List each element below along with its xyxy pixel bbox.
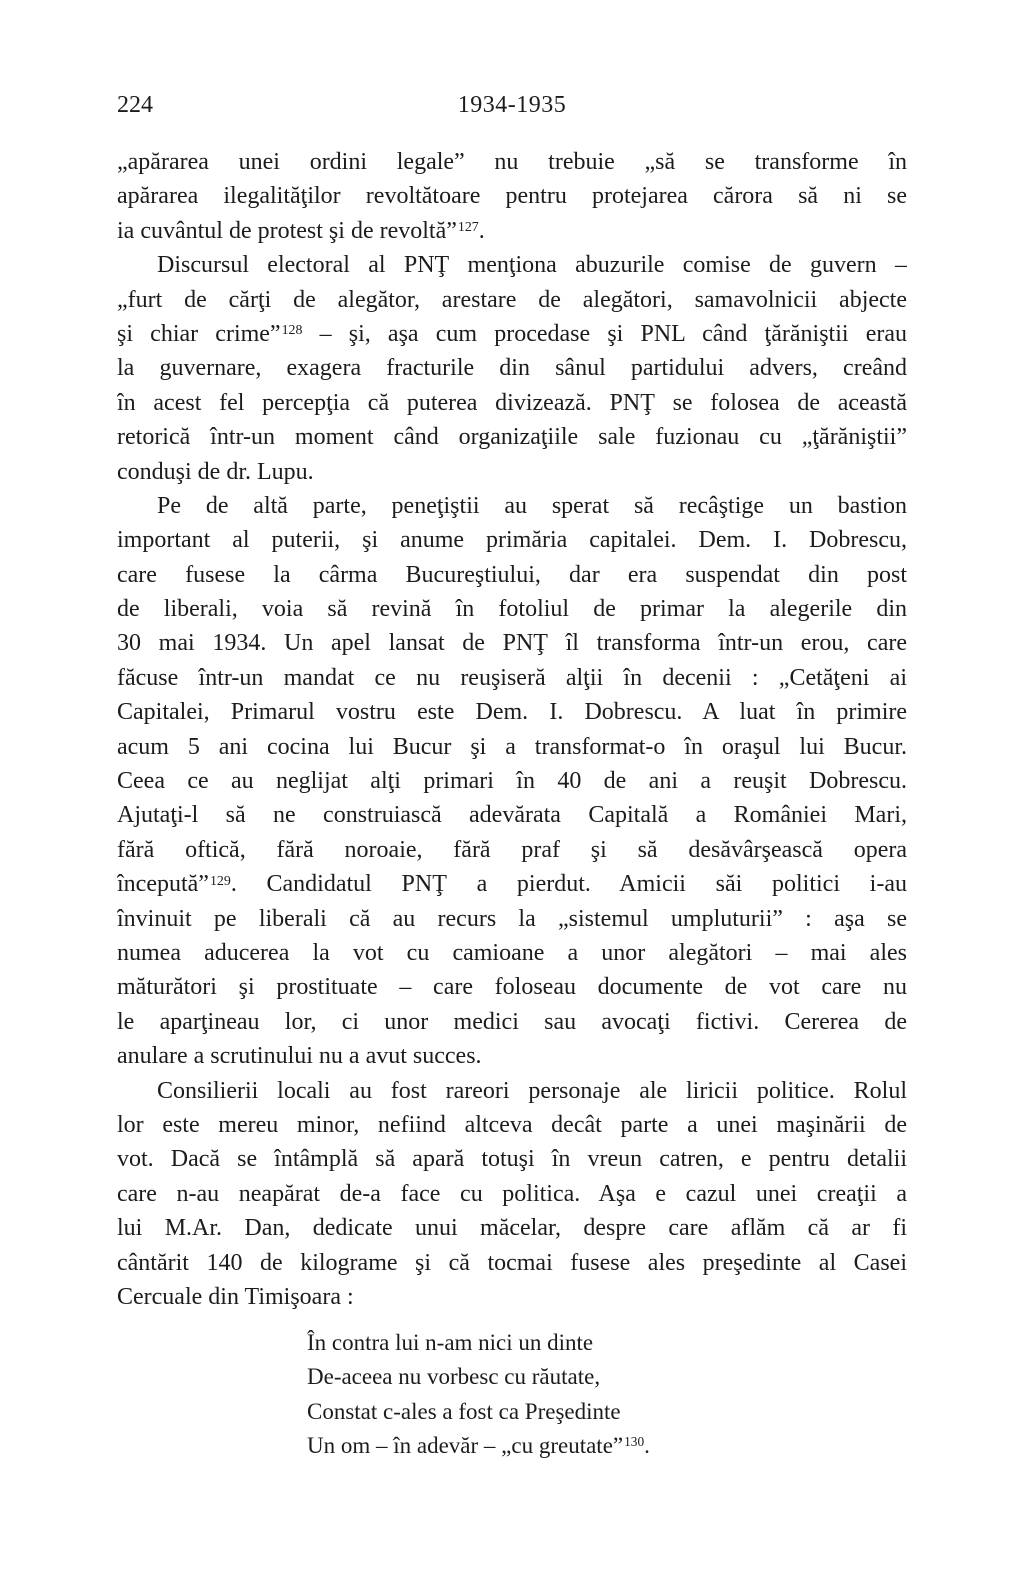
text-line: lor este mereu minor, nefiind altceva decât parte a unei maşinării de (117, 1111, 907, 1138)
verse-line: În contra lui n-am nici un dinte (307, 1330, 594, 1356)
paragraph-consilierii (117, 1074, 907, 1315)
text-line: „apărarea unei ordini legale” nu trebuie „să se transforme în (117, 149, 907, 175)
footnote-ref: 130 (624, 1434, 645, 1450)
text-line: Capitalei, Primarul vostru este Dem. I. Dobrescu. A luat în primire (117, 699, 907, 726)
paragraph-dobrescu (117, 489, 907, 1074)
text-line: Cercuale din Timişoara : (117, 1283, 354, 1310)
footnote-ref: 129 (209, 873, 231, 889)
verse-line: De-aceea nu vorbesc cu răutate, (307, 1364, 601, 1390)
text-line: Discursul electoral al PNŢ menţiona abuzurile comise de guvern – (157, 252, 907, 279)
running-title: 1934-1935 (457, 92, 567, 118)
text-line: în acest fel percepţia că puterea divizează. PNŢ se folosea de această (117, 389, 907, 416)
text-line: 30 mai 1934. Un apel lansat de PNŢ îl transforma într-un erou, care (117, 630, 907, 657)
text-line: măturători şi prostituate – care foloseau documente de vot care nu (117, 974, 907, 1001)
text-line: Pe de altă parte, peneţiştii au sperat să recâştige un bastion (157, 492, 907, 519)
text-line: vot. Dacă se întâmplă să apară totuşi în vreun catren, e pentru detalii (117, 1146, 907, 1173)
text-line: cântărit 140 de kilograme şi că tocmai fusese ales preşedinte al Casei (117, 1249, 907, 1276)
text-line: care fusese la cârma Bucureştiului, dar era suspendat din post (117, 561, 907, 588)
text-line: la guvernare, exagera fracturile din sânul partidului advers, creând (117, 355, 907, 382)
footnote-ref: 128 (281, 323, 303, 339)
footnote-ref: 127 (457, 220, 479, 236)
text-line: fără oftică, fără noroaie, fără praf şi să desăvârşească opera (117, 836, 907, 863)
text-line: „furt de cărţi de alegător, arestare de alegători, samavolnicii abjecte (117, 286, 907, 313)
text-line: începută”$^{129}$. Candidatul PNŢ a pierdut. Amicii săi politici i-au (117, 871, 907, 898)
text-line: şi chiar crime”$^{128}$ – şi, aşa cum procedase şi PNL când ţărăniştii erau (117, 320, 907, 347)
text-line: important al puterii, şi anume primăria capitalei. Dem. I. Dobrescu, (117, 527, 907, 554)
paragraph-continuation (117, 145, 907, 248)
text-line: învinuit pe liberali că au recurs la „sistemul umpluturii” : aşa se (117, 905, 907, 932)
text-line: anulare a scrutinului nu a avut succes. (117, 1043, 482, 1070)
text-line: Ajutaţi-l să ne construiască adevărata Capitală a României Mari, (117, 802, 907, 829)
running-head (117, 88, 907, 122)
verse-block (307, 1326, 907, 1463)
page-number: 224 (117, 92, 153, 118)
text-block (117, 88, 907, 1463)
text-line: retorică într-un moment când organizaţiile sale fuzionau cu „ţărăniştii” (117, 424, 907, 451)
text-line: acum 5 ani cocina lui Bucur şi a transformat-o în oraşul lui Bucur. (117, 733, 907, 760)
text-line: apărarea ilegalităţilor revoltătoare pentru protejarea cărora să ni se (117, 183, 907, 210)
text-line: ia cuvântul de protest şi de revoltă”$^{127}$. (117, 217, 485, 244)
text-line: Consilierii locali au fost rareori personaje ale liricii politice. Rolul (157, 1077, 907, 1104)
text-line: făcuse într-un mandat ce nu reuşiseră alţii în decenii : „Cetăţeni ai (117, 664, 907, 691)
text-line: numea aducerea la vot cu camioane a unor alegători – mai ales (117, 939, 907, 966)
verse-line: Constat c-ales a fost ca Preşedinte (307, 1398, 621, 1424)
text-line: de liberali, voia să revină în fotoliul de primar la alegerile din (117, 596, 907, 623)
verse-line: Un om – în adevăr – „cu greutate”$^{130}$. (307, 1432, 650, 1458)
text-line: care n-au neapărat de-a face cu politica. Aşa e cazul unei creaţii a (117, 1180, 907, 1207)
text-line: le aparţineau lor, ci unor medici sau avocaţi fictivi. Cererea de (117, 1008, 907, 1035)
text-line: lui M.Ar. Dan, dedicate unui măcelar, despre care aflăm că ar fi (117, 1215, 907, 1242)
paragraph-discursul (117, 248, 907, 489)
text-line: conduşi de dr. Lupu. (117, 458, 314, 485)
text-line: Ceea ce au neglijat alţi primari în 40 de ani a reuşit Dobrescu. (117, 768, 907, 795)
